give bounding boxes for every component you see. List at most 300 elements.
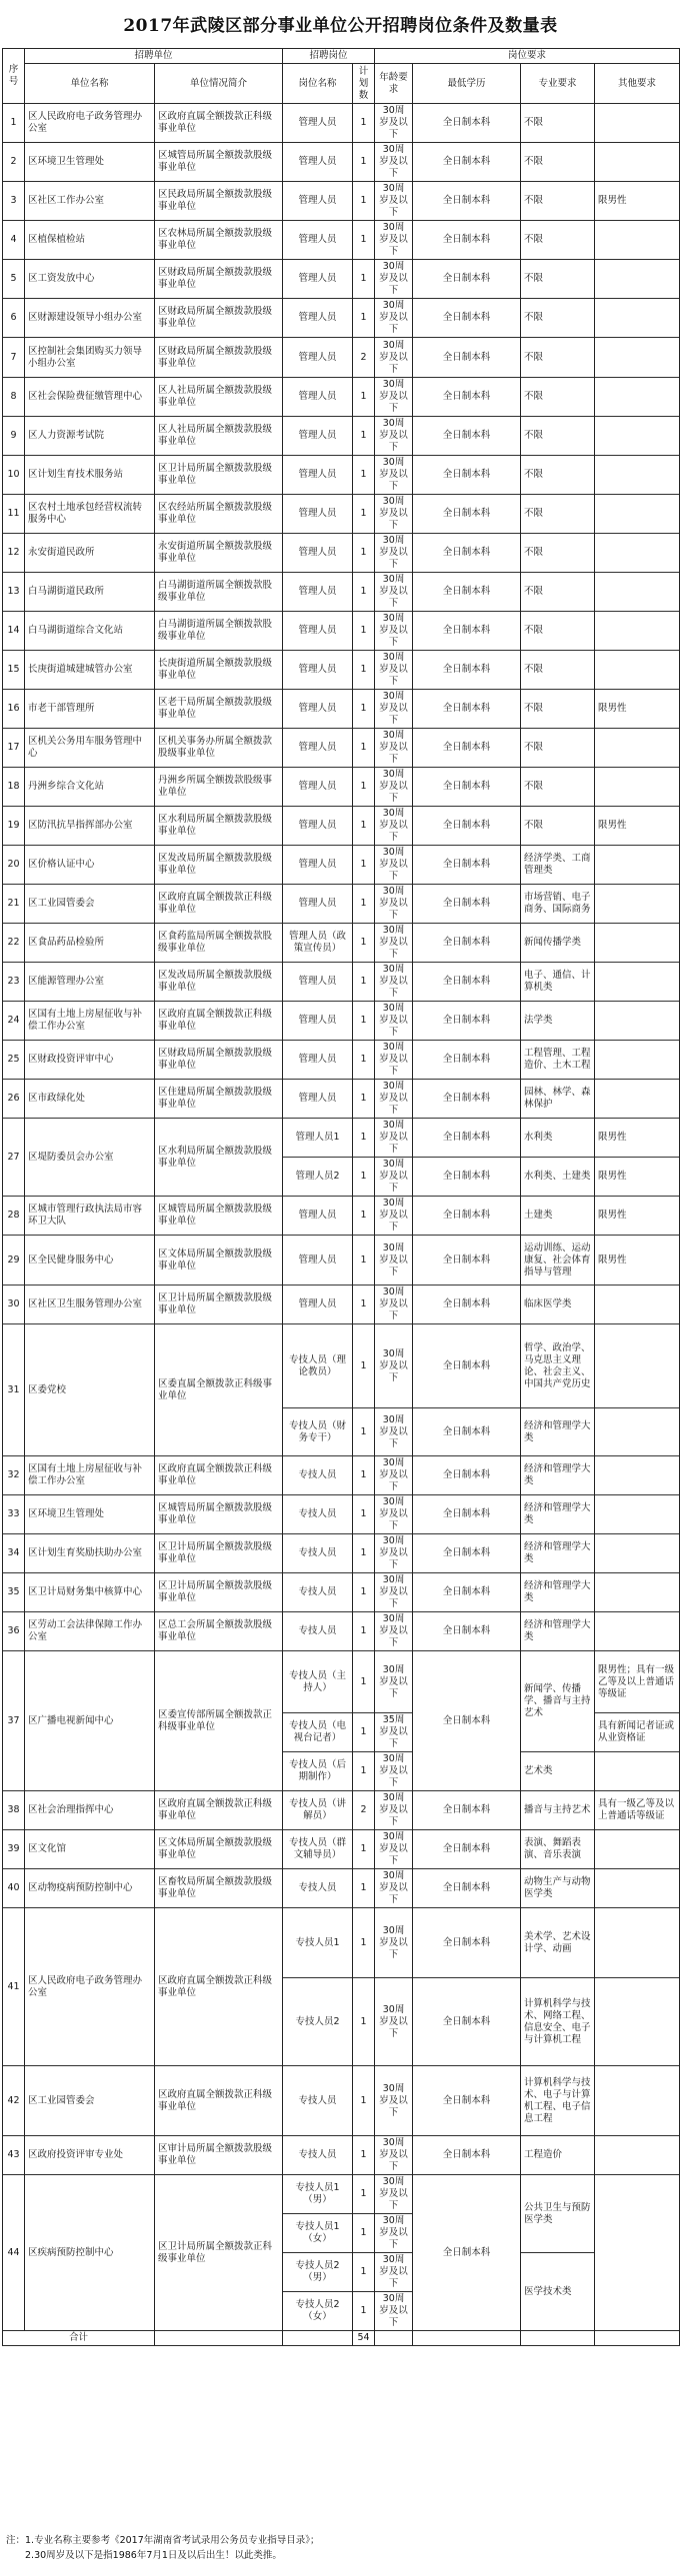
other-requirement xyxy=(595,1080,680,1119)
table-body xyxy=(3,104,680,2331)
row-seq: 15 xyxy=(3,651,25,690)
post-name: 管理人员 xyxy=(283,1080,353,1119)
age-requirement: 30周岁及以下 xyxy=(375,768,413,807)
age-requirement: 30周岁及以下 xyxy=(375,1752,413,1791)
header-unit-name: 单位名称 xyxy=(25,64,155,104)
age-requirement: 30周岁及以下 xyxy=(375,2175,413,2214)
row-seq: 34 xyxy=(3,1534,25,1573)
plan-count: 1 xyxy=(353,1978,375,2066)
other-requirement xyxy=(595,143,680,182)
major-requirement: 哲学、政治学、马克思主义理论、社会主义、中国共产党历史 xyxy=(521,1324,595,1408)
post-name: 管理人员 xyxy=(283,1286,353,1324)
total-count: 54 xyxy=(353,2331,375,2346)
major-requirement: 计算机科学与技术、网络工程、信息安全、电子与计算机工程 xyxy=(521,1978,595,2066)
age-requirement: 30周岁及以下 xyxy=(375,2066,413,2136)
row-seq: 33 xyxy=(3,1495,25,1534)
plan-count: 1 xyxy=(353,1495,375,1534)
other-requirement xyxy=(595,2175,680,2331)
plan-count: 1 xyxy=(353,1651,375,1713)
table-row xyxy=(3,2175,680,2214)
table-row xyxy=(3,1791,680,1830)
post-name: 专技人员1（女） xyxy=(283,2214,353,2253)
table-row xyxy=(3,1869,680,1908)
unit-intro: 区民政局所属全额拨款股级事业单位 xyxy=(155,182,283,221)
major-requirement: 法学类 xyxy=(521,1002,595,1041)
other-requirement: 限男性；具有一级乙等及以上普通话等级证 xyxy=(595,1651,680,1713)
unit-intro: 区发改局所属全额拨款股级事业单位 xyxy=(155,963,283,1002)
unit-intro: 区政府直属全额拨款正科级事业单位 xyxy=(155,1791,283,1830)
age-requirement: 30周岁及以下 xyxy=(375,338,413,378)
education-requirement: 全日制本科 xyxy=(413,2066,521,2136)
education-requirement: 全日制本科 xyxy=(413,846,521,885)
unit-intro: 区卫计局所属全额拨款股级事业单位 xyxy=(155,1573,283,1612)
table-row xyxy=(3,221,680,260)
post-name: 管理人员 xyxy=(283,456,353,495)
major-requirement: 不限 xyxy=(521,260,595,299)
row-seq: 39 xyxy=(3,1830,25,1869)
table-row xyxy=(3,2066,680,2136)
plan-count: 1 xyxy=(353,2136,375,2175)
row-seq: 36 xyxy=(3,1612,25,1651)
education-requirement: 全日制本科 xyxy=(413,573,521,612)
row-seq: 26 xyxy=(3,1080,25,1119)
other-requirement: 限男性 xyxy=(595,1158,680,1197)
unit-intro: 区人社局所属全额拨款股级事业单位 xyxy=(155,378,283,417)
other-requirement: 具有新闻记者证或从业资格证 xyxy=(595,1713,680,1752)
education-requirement: 全日制本科 xyxy=(413,104,521,143)
major-requirement: 不限 xyxy=(521,378,595,417)
unit-intro: 永安街道所属全额拨款股级事业单位 xyxy=(155,534,283,573)
post-name: 管理人员 xyxy=(283,1197,353,1236)
unit-intro: 区人社局所属全额拨款股级事业单位 xyxy=(155,417,283,456)
row-seq: 40 xyxy=(3,1869,25,1908)
plan-count: 1 xyxy=(353,1713,375,1752)
unit-intro: 区老干局所属全额拨款股级事业单位 xyxy=(155,690,283,729)
row-seq: 3 xyxy=(3,182,25,221)
unit-intro: 区城管局所属全额拨款股级事业单位 xyxy=(155,1197,283,1236)
row-seq: 21 xyxy=(3,885,25,924)
unit-name: 区控制社会集团购买力领导小组办公室 xyxy=(25,338,155,378)
age-requirement: 30周岁及以下 xyxy=(375,1286,413,1324)
education-requirement: 全日制本科 xyxy=(413,924,521,963)
post-name: 管理人员 xyxy=(283,182,353,221)
footnote-2: 2.30周岁及以下是指1986年7月1日及以后出生！以此类推。 xyxy=(25,2550,282,2561)
major-requirement: 播音与主持艺术 xyxy=(521,1791,595,1830)
unit-name: 区食品药品检验所 xyxy=(25,924,155,963)
major-requirement: 不限 xyxy=(521,456,595,495)
unit-intro: 区城管局所属全额拨款股级事业单位 xyxy=(155,143,283,182)
age-requirement: 30周岁及以下 xyxy=(375,2214,413,2253)
unit-name: 区全民健身服务中心 xyxy=(25,1236,155,1286)
major-requirement: 表演、舞蹈表演、音乐表演 xyxy=(521,1830,595,1869)
other-requirement: 限男性 xyxy=(595,690,680,729)
major-requirement: 土建类 xyxy=(521,1197,595,1236)
age-requirement: 30周岁及以下 xyxy=(375,456,413,495)
post-name: 管理人员 xyxy=(283,495,353,534)
row-seq: 28 xyxy=(3,1197,25,1236)
row-seq: 16 xyxy=(3,690,25,729)
other-requirement: 具有一级乙等及以上普通话等级证 xyxy=(595,1791,680,1830)
age-requirement: 30周岁及以下 xyxy=(375,963,413,1002)
post-name: 管理人员 xyxy=(283,1002,353,1041)
major-requirement: 不限 xyxy=(521,573,595,612)
post-name: 专技人员1（男） xyxy=(283,2175,353,2214)
plan-count: 1 xyxy=(353,885,375,924)
post-name: 管理人员 xyxy=(283,378,353,417)
major-requirement: 经济和管理学大类 xyxy=(521,1573,595,1612)
table-row xyxy=(3,1041,680,1080)
age-requirement: 30周岁及以下 xyxy=(375,846,413,885)
post-name: 专技人员 xyxy=(283,1612,353,1651)
post-name: 专技人员（财务专干） xyxy=(283,1408,353,1456)
unit-intro: 区政府直属全额拨款正科级事业单位 xyxy=(155,1002,283,1041)
table-row xyxy=(3,182,680,221)
unit-name: 区社会保险费征缴管理中心 xyxy=(25,378,155,417)
row-seq: 32 xyxy=(3,1456,25,1495)
major-requirement: 经济和管理学大类 xyxy=(521,1534,595,1573)
plan-count: 1 xyxy=(353,1612,375,1651)
other-requirement xyxy=(595,299,680,338)
post-name: 管理人员 xyxy=(283,299,353,338)
other-requirement xyxy=(595,885,680,924)
plan-count: 1 xyxy=(353,924,375,963)
other-requirement xyxy=(595,1408,680,1456)
age-requirement: 30周岁及以下 xyxy=(375,573,413,612)
plan-count: 1 xyxy=(353,1158,375,1197)
unit-intro: 区机关事务办所属全额拨款股级事业单位 xyxy=(155,729,283,768)
unit-name: 区植保植检站 xyxy=(25,221,155,260)
unit-intro: 区委直属全额拨款正科级事业单位 xyxy=(155,1324,283,1456)
age-requirement: 30周岁及以下 xyxy=(375,924,413,963)
major-requirement: 不限 xyxy=(521,651,595,690)
other-requirement xyxy=(595,1869,680,1908)
row-seq: 30 xyxy=(3,1286,25,1324)
age-requirement: 30周岁及以下 xyxy=(375,1791,413,1830)
unit-name: 区人民政府电子政务管理办公室 xyxy=(25,1908,155,2066)
education-requirement: 全日制本科 xyxy=(413,260,521,299)
post-name: 专技人员1 xyxy=(283,1908,353,1978)
plan-count: 1 xyxy=(353,573,375,612)
unit-intro: 区财政局所属全额拨款股级事业单位 xyxy=(155,338,283,378)
unit-name: 区城市管理行政执法局市容环卫大队 xyxy=(25,1197,155,1236)
unit-name: 永安街道民政所 xyxy=(25,534,155,573)
education-requirement: 全日制本科 xyxy=(413,221,521,260)
plan-count: 1 xyxy=(353,1573,375,1612)
post-name: 管理人员 xyxy=(283,729,353,768)
other-requirement xyxy=(595,1573,680,1612)
unit-name: 区财政投资评审中心 xyxy=(25,1041,155,1080)
unit-name: 区能源管理办公室 xyxy=(25,963,155,1002)
education-requirement: 全日制本科 xyxy=(413,1651,521,1791)
unit-intro: 区政府直属全额拨款正科级事业单位 xyxy=(155,1908,283,2066)
unit-name: 区机关公务用车服务管理中心 xyxy=(25,729,155,768)
row-seq: 37 xyxy=(3,1651,25,1791)
unit-intro: 区城管局所属全额拨款股级事业单位 xyxy=(155,1495,283,1534)
unit-name: 区劳动工会法律保障工作办公室 xyxy=(25,1612,155,1651)
age-requirement: 30周岁及以下 xyxy=(375,1080,413,1119)
unit-name: 长庚街道城建城管办公室 xyxy=(25,651,155,690)
unit-name: 区计划生育技术服务站 xyxy=(25,456,155,495)
age-requirement: 30周岁及以下 xyxy=(375,1495,413,1534)
table-row xyxy=(3,690,680,729)
unit-intro: 区政府直属全额拨款正科级事业单位 xyxy=(155,2066,283,2136)
plan-count: 1 xyxy=(353,2253,375,2292)
age-requirement: 30周岁及以下 xyxy=(375,299,413,338)
age-requirement: 30周岁及以下 xyxy=(375,1456,413,1495)
age-requirement: 30周岁及以下 xyxy=(375,1830,413,1869)
age-requirement: 30周岁及以下 xyxy=(375,2136,413,2175)
other-requirement xyxy=(595,612,680,651)
row-seq: 8 xyxy=(3,378,25,417)
post-name: 管理人员 xyxy=(283,1236,353,1286)
post-name: 管理人员 xyxy=(283,690,353,729)
table-row xyxy=(3,1534,680,1573)
education-requirement: 全日制本科 xyxy=(413,1197,521,1236)
major-requirement: 美术学、艺术设计学、动画 xyxy=(521,1908,595,1978)
plan-count: 1 xyxy=(353,651,375,690)
age-requirement: 30周岁及以下 xyxy=(375,885,413,924)
plan-count: 1 xyxy=(353,729,375,768)
age-requirement: 30周岁及以下 xyxy=(375,1908,413,1978)
unit-intro: 区政府直属全额拨款正科级事业单位 xyxy=(155,1456,283,1495)
other-requirement xyxy=(595,1830,680,1869)
header-plan-count: 计划数 xyxy=(353,64,375,104)
unit-name: 丹洲乡综合文化站 xyxy=(25,768,155,807)
table-row xyxy=(3,729,680,768)
table-row xyxy=(3,612,680,651)
table-row xyxy=(3,885,680,924)
table-row xyxy=(3,924,680,963)
other-requirement xyxy=(595,1752,680,1791)
education-requirement: 全日制本科 xyxy=(413,1978,521,2066)
post-name: 管理人员 xyxy=(283,417,353,456)
post-name: 管理人员 xyxy=(283,143,353,182)
education-requirement: 全日制本科 xyxy=(413,495,521,534)
plan-count: 1 xyxy=(353,1408,375,1456)
row-seq: 11 xyxy=(3,495,25,534)
plan-count: 1 xyxy=(353,104,375,143)
unit-name: 区价格认证中心 xyxy=(25,846,155,885)
major-requirement: 临床医学类 xyxy=(521,1286,595,1324)
major-requirement: 不限 xyxy=(521,807,595,846)
education-requirement: 全日制本科 xyxy=(413,143,521,182)
education-requirement: 全日制本科 xyxy=(413,417,521,456)
table-row xyxy=(3,534,680,573)
unit-name: 区计划生育奖励扶助办公室 xyxy=(25,1534,155,1573)
post-name: 管理人员 xyxy=(283,807,353,846)
plan-count: 1 xyxy=(353,2214,375,2253)
unit-intro: 区食药监局所属全额拨款股级事业单位 xyxy=(155,924,283,963)
row-seq: 7 xyxy=(3,338,25,378)
plan-count: 1 xyxy=(353,1286,375,1324)
table-row xyxy=(3,807,680,846)
post-name: 管理人员 xyxy=(283,338,353,378)
unit-name: 区财源建设领导小组办公室 xyxy=(25,299,155,338)
row-seq: 18 xyxy=(3,768,25,807)
major-requirement: 公共卫生与预防医学类 xyxy=(521,2175,595,2253)
education-requirement: 全日制本科 xyxy=(413,1830,521,1869)
other-requirement xyxy=(595,1978,680,2066)
other-requirement xyxy=(595,1456,680,1495)
major-requirement: 不限 xyxy=(521,299,595,338)
row-seq: 19 xyxy=(3,807,25,846)
plan-count: 1 xyxy=(353,963,375,1002)
education-requirement: 全日制本科 xyxy=(413,1408,521,1456)
other-requirement xyxy=(595,768,680,807)
unit-intro: 区水利局所属全额拨款股级事业单位 xyxy=(155,1119,283,1197)
unit-intro: 丹洲乡所属全额拨款股级事业单位 xyxy=(155,768,283,807)
other-requirement: 限男性 xyxy=(595,1197,680,1236)
plan-count: 1 xyxy=(353,182,375,221)
post-name: 专技人员 xyxy=(283,2136,353,2175)
row-seq: 38 xyxy=(3,1791,25,1830)
age-requirement: 30周岁及以下 xyxy=(375,1041,413,1080)
major-requirement: 水利类 xyxy=(521,1119,595,1158)
unit-name: 区疾病预防控制中心 xyxy=(25,2175,155,2331)
row-seq: 27 xyxy=(3,1119,25,1197)
major-requirement: 不限 xyxy=(521,534,595,573)
plan-count: 1 xyxy=(353,1456,375,1495)
table-row xyxy=(3,1324,680,1408)
table-row xyxy=(3,768,680,807)
row-seq: 14 xyxy=(3,612,25,651)
education-requirement: 全日制本科 xyxy=(413,612,521,651)
plan-count: 1 xyxy=(353,534,375,573)
post-name: 专技人员（主持人） xyxy=(283,1651,353,1713)
major-requirement: 水利类、土建类 xyxy=(521,1158,595,1197)
post-name: 专技人员 xyxy=(283,1456,353,1495)
major-requirement: 新闻学、传播学、播音与主持艺术 xyxy=(521,1651,595,1752)
age-requirement: 30周岁及以下 xyxy=(375,1158,413,1197)
header-post-name: 岗位名称 xyxy=(283,64,353,104)
post-name: 专技人员（后期制作） xyxy=(283,1752,353,1791)
plan-count: 1 xyxy=(353,1197,375,1236)
other-requirement xyxy=(595,338,680,378)
plan-count: 1 xyxy=(353,221,375,260)
plan-count: 1 xyxy=(353,1002,375,1041)
table-row xyxy=(3,299,680,338)
unit-intro: 区水利局所属全额拨款股级事业单位 xyxy=(155,807,283,846)
table-row xyxy=(3,846,680,885)
major-requirement: 工程造价 xyxy=(521,2136,595,2175)
row-seq: 29 xyxy=(3,1236,25,1286)
row-seq: 22 xyxy=(3,924,25,963)
unit-name: 区动物疫病预防控制中心 xyxy=(25,1869,155,1908)
row-seq: 31 xyxy=(3,1324,25,1456)
unit-intro: 区卫计局所属全额拨款正科级事业单位 xyxy=(155,2175,283,2331)
unit-name: 区社区工作办公室 xyxy=(25,182,155,221)
education-requirement: 全日制本科 xyxy=(413,807,521,846)
row-seq: 42 xyxy=(3,2066,25,2136)
unit-intro: 区财政局所属全额拨款股级事业单位 xyxy=(155,260,283,299)
age-requirement: 30周岁及以下 xyxy=(375,1002,413,1041)
row-seq: 17 xyxy=(3,729,25,768)
post-name: 管理人员 xyxy=(283,963,353,1002)
education-requirement: 全日制本科 xyxy=(413,1573,521,1612)
plan-count: 2 xyxy=(353,338,375,378)
unit-name: 区社会治理指挥中心 xyxy=(25,1791,155,1830)
major-requirement: 不限 xyxy=(521,768,595,807)
row-seq: 12 xyxy=(3,534,25,573)
table-row xyxy=(3,1197,680,1236)
education-requirement: 全日制本科 xyxy=(413,1495,521,1534)
header-major: 专业要求 xyxy=(521,64,595,104)
header-unit-group: 招聘单位 xyxy=(25,49,283,64)
other-requirement xyxy=(595,2066,680,2136)
other-requirement xyxy=(595,221,680,260)
other-requirement xyxy=(595,846,680,885)
post-name: 专技人员（电视台记者） xyxy=(283,1713,353,1752)
major-requirement: 市场营销、电子商务、国际商务 xyxy=(521,885,595,924)
other-requirement xyxy=(595,260,680,299)
major-requirement: 动物生产与动物医学类 xyxy=(521,1869,595,1908)
post-name: 管理人员（政策宣传员） xyxy=(283,924,353,963)
table-row xyxy=(3,1286,680,1324)
unit-intro: 区卫计局所属全额拨款股级事业单位 xyxy=(155,1286,283,1324)
age-requirement: 30周岁及以下 xyxy=(375,1197,413,1236)
age-requirement: 30周岁及以下 xyxy=(375,1573,413,1612)
table-row xyxy=(3,378,680,417)
row-seq: 25 xyxy=(3,1041,25,1080)
age-requirement: 30周岁及以下 xyxy=(375,612,413,651)
plan-count: 1 xyxy=(353,1534,375,1573)
footnote-1: 注：1.专业名称主要参考《2017年湖南省考试录用公务员专业指导目录》； xyxy=(6,2535,320,2546)
post-name: 专技人员（讲解员） xyxy=(283,1791,353,1830)
plan-count: 1 xyxy=(353,260,375,299)
plan-count: 1 xyxy=(353,1236,375,1286)
plan-count: 1 xyxy=(353,378,375,417)
unit-name: 区国有土地上房屋征收与补偿工作办公室 xyxy=(25,1456,155,1495)
education-requirement: 全日制本科 xyxy=(413,1908,521,1978)
header-post-group: 招聘岗位 xyxy=(283,49,375,64)
other-requirement: 限男性 xyxy=(595,807,680,846)
education-requirement: 全日制本科 xyxy=(413,1869,521,1908)
major-requirement: 不限 xyxy=(521,690,595,729)
age-requirement: 30周岁及以下 xyxy=(375,807,413,846)
unit-name: 区广播电视新闻中心 xyxy=(25,1651,155,1791)
post-name: 管理人员1 xyxy=(283,1119,353,1158)
row-seq: 20 xyxy=(3,846,25,885)
other-requirement xyxy=(595,495,680,534)
education-requirement: 全日制本科 xyxy=(413,690,521,729)
plan-count: 1 xyxy=(353,495,375,534)
plan-count: 1 xyxy=(353,1752,375,1791)
other-requirement: 限男性 xyxy=(595,182,680,221)
unit-name: 区工业园管委会 xyxy=(25,885,155,924)
plan-count: 1 xyxy=(353,1830,375,1869)
table-row xyxy=(3,1236,680,1286)
age-requirement: 30周岁及以下 xyxy=(375,221,413,260)
header-age: 年龄要求 xyxy=(375,64,413,104)
plan-count: 1 xyxy=(353,612,375,651)
post-name: 专技人员2（女） xyxy=(283,2292,353,2331)
table-row xyxy=(3,1573,680,1612)
major-requirement: 经济学类、工商管理类 xyxy=(521,846,595,885)
post-name: 专技人员 xyxy=(283,1869,353,1908)
education-requirement: 全日制本科 xyxy=(413,651,521,690)
table-row xyxy=(3,456,680,495)
education-requirement: 全日制本科 xyxy=(413,1002,521,1041)
education-requirement: 全日制本科 xyxy=(413,182,521,221)
education-requirement: 全日制本科 xyxy=(413,1041,521,1080)
table-row xyxy=(3,495,680,534)
unit-intro: 区畜牧局所属全额拨款股级事业单位 xyxy=(155,1869,283,1908)
unit-intro: 区卫计局所属全额拨款股级事业单位 xyxy=(155,456,283,495)
plan-count: 1 xyxy=(353,807,375,846)
plan-count: 1 xyxy=(353,768,375,807)
plan-count: 1 xyxy=(353,143,375,182)
footnotes xyxy=(6,2533,676,2563)
